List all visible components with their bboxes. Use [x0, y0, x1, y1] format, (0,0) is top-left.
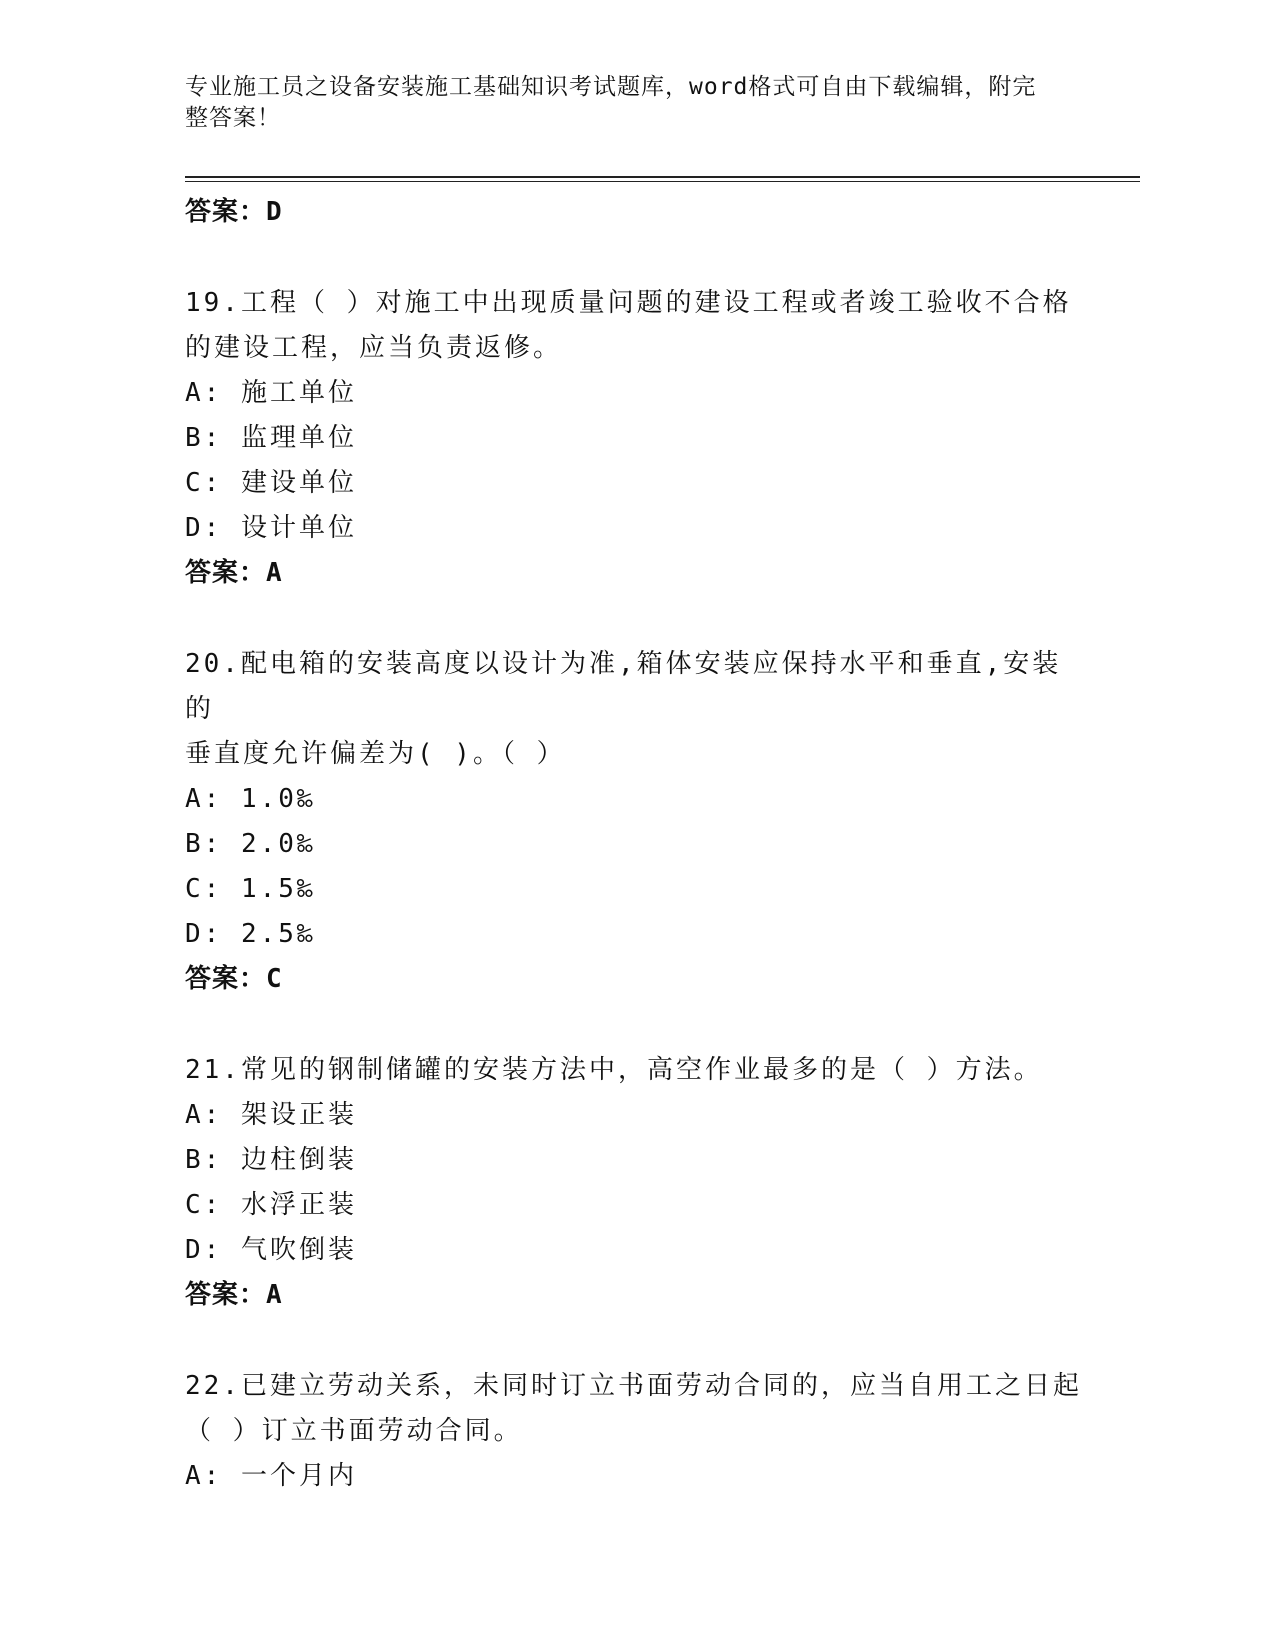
stem-line: 垂直度允许偏差为( )。（ ） [185, 739, 566, 769]
option-b: B: 监理单位 [185, 423, 357, 453]
header-line-1: 专业施工员之设备安装施工基础知识考试题库，word格式可自由下载编辑，附完 [185, 74, 1037, 100]
option-a: A: 架设正装 [185, 1100, 357, 1130]
question-22 [185, 1364, 1085, 1499]
stem-line: 的建设工程，应当负责返修。 [185, 333, 563, 363]
header-line-2: 整答案！ [185, 105, 281, 131]
question-21 [185, 1048, 1085, 1318]
option-a: A: 一个月内 [185, 1461, 357, 1491]
option-d: D: 设计单位 [185, 513, 357, 543]
question-list [185, 190, 1085, 1499]
answer-previous: 答案：D [185, 197, 283, 227]
option-c: C: 1.5‰ [185, 874, 316, 904]
stem-line: （ ）订立书面劳动合同。 [185, 1416, 523, 1446]
option-d: D: 2.5‰ [185, 919, 316, 949]
answer: 答案：A [185, 558, 283, 588]
question-20 [185, 642, 1085, 1002]
option-b: B: 边柱倒装 [185, 1145, 357, 1175]
stem-line: 21.常见的钢制储罐的安装方法中，高空作业最多的是（ ）方法。 [185, 1055, 1043, 1085]
document-header [185, 72, 1065, 134]
option-a: A: 1.0‰ [185, 784, 316, 814]
question-stem [185, 281, 1085, 371]
header-divider-thin [185, 181, 1140, 182]
answer: 答案：A [185, 1280, 283, 1310]
stem-line: 22.已建立劳动关系，未同时订立书面劳动合同的，应当自用工之日起 [185, 1371, 1082, 1401]
question-stem [185, 642, 1085, 777]
header-divider-thick [185, 176, 1140, 178]
option-d: D: 气吹倒装 [185, 1235, 357, 1265]
question-stem [185, 1048, 1085, 1093]
option-a: A: 施工单位 [185, 378, 357, 408]
question-stem [185, 1364, 1085, 1454]
question-19 [185, 281, 1085, 596]
stem-line: 19.工程（ ）对施工中出现质量问题的建设工程或者竣工验收不合格 [185, 288, 1072, 318]
option-c: C: 建设单位 [185, 468, 357, 498]
option-b: B: 2.0‰ [185, 829, 316, 859]
stem-line: 20.配电箱的安装高度以设计为准,箱体安装应保持水平和垂直,安装的 [185, 649, 1062, 724]
option-c: C: 水浮正装 [185, 1190, 357, 1220]
answer: 答案：C [185, 964, 283, 994]
